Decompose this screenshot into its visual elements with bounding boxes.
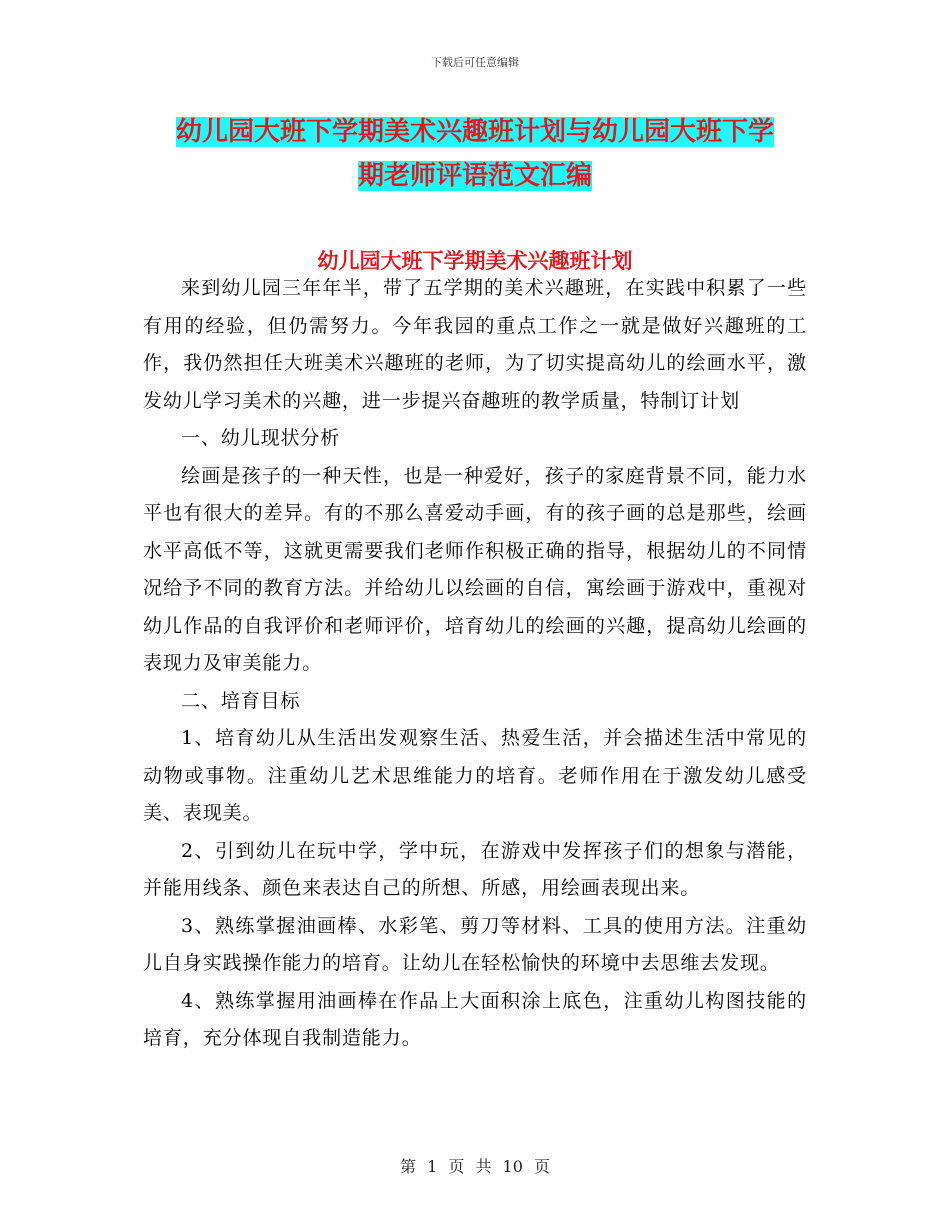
document-title [143,110,807,198]
document-body [143,270,807,1058]
heading-status-analysis: 一、幼儿现状分析 [181,427,341,449]
document-title-line-2: 期老师评语范文汇编 [357,161,592,191]
heading-training-goals: 二、培育目标 [181,689,301,712]
section-title: 幼儿园大班下学期美术兴趣班计划 [317,249,633,273]
paragraph-goal-1: 1、培育幼儿从生活出发观察生活、热爱生活，并会描述生活中常见的动物或事物。注重幼儿艺术思维能力的培育。老师作用在于激发幼儿感受美、表现美。 [143,727,807,824]
page-number-footer: 第 1 页 共 10 页 [400,1157,550,1176]
header-note: 下载后可任意编辑 [431,56,519,69]
paragraph-goal-3: 3、熟练掌握油画棒、水彩笔、剪刀等材料、工具的使用方法。注重幼儿自身实践操作能力的培育。让幼儿在轻松愉快的环境中去思维去发现。 [143,914,807,974]
paragraph-goal-2: 2、引到幼儿在玩中学，学中玩，在游戏中发挥孩子们的想象与潜能，并能用线条、颜色来表达自己的所想、所感，用绘画表现出来。 [143,839,807,899]
paragraph-status-analysis: 绘画是孩子的一种天性，也是一种爱好，孩子的家庭背景不同，能力水平也有很大的差异。有的不那么喜爱动手画，有的孩子画的总是那些，绘画水平高低不等，这就更需要我们老师作积极正确的指导，根据幼儿的不同情况给予不同的教育方法。并给幼儿以绘画的自信，寓绘画于游戏中，重视对幼儿作品的自我评价和老师评价，培育幼儿的绘画的兴趣，提高幼儿绘画的表现力及审美能力。 [143,464,807,674]
document-title-line-1: 幼儿园大班下学期美术兴趣班计划与幼儿园大班下学 [175,117,774,147]
paragraph-goal-4: 4、熟练掌握用油画棒在作品上大面积涂上底色，注重幼儿构图技能的培育，充分体现自我制造能力。 [143,989,807,1049]
paragraph-intro: 来到幼儿园三年年半，带了五学期的美术兴趣班，在实践中积累了一些有用的经验，但仍需努力。今年我园的重点工作之一就是做好兴趣班的工作，我仍然担任大班美术兴趣班的老师，为了切实提高幼儿的绘画水平，激发幼儿学习美术的兴趣，进一步提兴奋趣班的教学质量，特制订计划 [143,277,807,412]
